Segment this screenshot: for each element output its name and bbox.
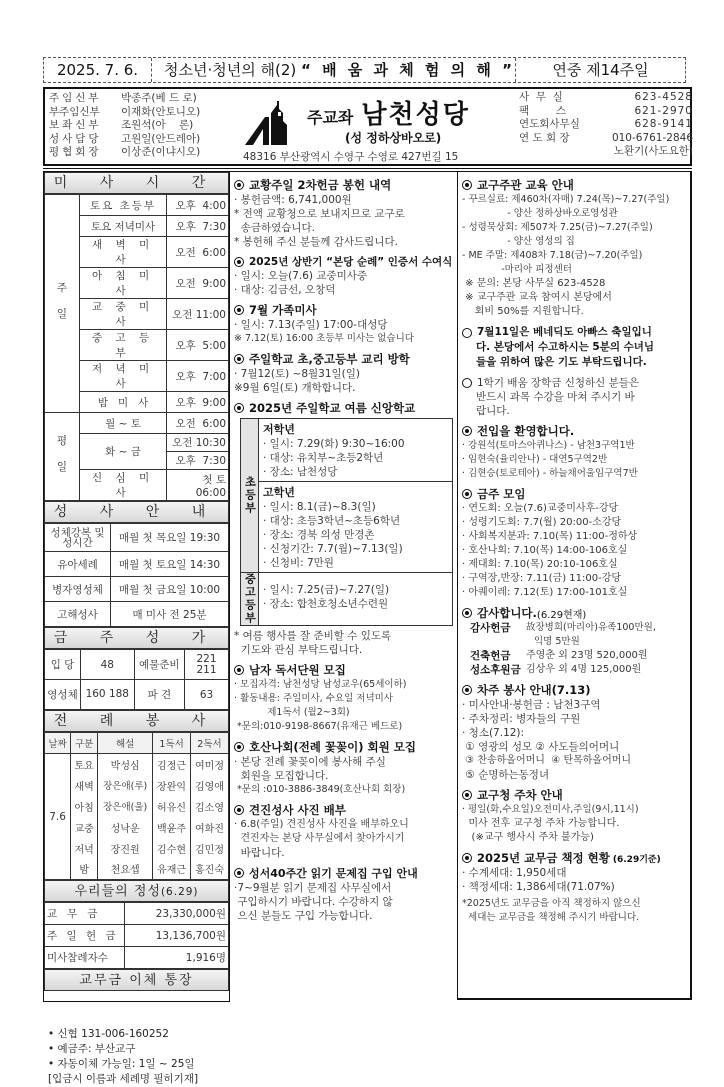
- elementary-label: 초등부: [241, 419, 259, 572]
- notice-bible-workbook: 성서40주간 읽기 문제집 구입 안내 ·7~9월분 읽기 문제집 사무실에서 구입하시기 바랍니다. 수강하지 않 으신 분들도 구입 가능합니다.: [234, 867, 418, 922]
- staff-row: 주임신부 박종주(베 드 로): [49, 92, 197, 104]
- staff-row: 평협회장 이상준(이냐시오): [49, 146, 201, 158]
- bullet-icon: [462, 608, 472, 618]
- bullet-icon: [462, 328, 472, 338]
- staff-row: 보좌신부 조원석(아 론): [49, 119, 194, 131]
- notice-summer-camp: 2025년 주일학교 여름 신앙학교: [230, 400, 457, 416]
- notice-family-mass: 7월 가족미사 · 일시: 7.13(주일) 17:00-대성당 ※ 7.12(토) 16:00 초등부 미사는 없습니다: [234, 303, 414, 344]
- liturgy-date: 7.6: [45, 754, 71, 880]
- notice-next-week-service: 차주 봉사 안내(7.13) · 미사안내·봉헌금 : 남천3구역 · 주차정리: 병자들의 구원 · 청소(7.12): ① 영광의 성모 ② 사도들의어머니 ③ 찬송하올어머니 ④ 탄목하올어머니 ⑤ 순명하는동정녀: [462, 683, 632, 781]
- liturgical-week: 연중 제14주일: [552, 61, 649, 79]
- notice-papal-offering: 교황주일 2차헌금 봉헌 내역 · 봉헌금액: 6,741,000원 * 전액 교황청으로 보내지므로 교구로 송금하였습니다. * 봉헌해 주신 분들께 감사드립니다.: [234, 178, 405, 248]
- bullet-icon: [234, 354, 244, 364]
- church-address: 48316 부산광역시 수영구 수영로 427번길 15: [243, 151, 459, 163]
- bank-holder: • 예금주: 부산교구: [48, 1043, 136, 1055]
- notice-pilgrimage: 2025년 상반기 “본당 순례” 인증서 수여식 · 일시: 오늘(7.6) 교중미사중 · 대상: 김금선, 오창덕: [234, 256, 453, 296]
- liturgy-table: 날짜 구분 해설 1독서 2독서 7.6 토요 박성심 김정근 여미정 새벽 장은애(루) 장완익 김영애 아침 장은애(울) 허유신 김소영 교중 성낙운 백윤주 여화진 저녁 장진원 김수현 김민정 밤 천요셉 유재근 홍진숙: [44, 732, 229, 880]
- offering-table: 교 무 금 23,330,000원 주 일 헌 금 13,136,700원 미사참례자수 1,916명: [44, 902, 229, 969]
- bullet-icon: [234, 403, 244, 413]
- contact-row: 노환기(사도요한): [613, 145, 693, 157]
- notice-benedict-feast: 7월11일은 베네딕도 아빠스 축일입니 다. 본당에서 수고하시는 5분의 수녀님 들을 위하여 많은 기도 부탁드립니다.: [458, 325, 690, 370]
- notice-parking: 교구청 주차 안내 · 평일(화,수요일)오전미사,주일(9시,11시) 미사 전후 교구청 주차 가능합니다. (※교구 행사시 주차 불가능): [462, 788, 639, 843]
- right-column: [458, 172, 692, 1000]
- contact-row: 연 도 회 장 010-6761-2846: [519, 131, 693, 144]
- bullet-icon: [234, 868, 244, 878]
- bank-info: [44, 991, 229, 1087]
- offering-heading: 우리들의 정성(6.29): [44, 880, 229, 902]
- staff-row: 성사담당 고원일(안드레아): [49, 132, 201, 145]
- summer-camp-table: [240, 418, 453, 626]
- header-box: [43, 87, 692, 166]
- theme-prefix: 청소년·청년의 해(2): [164, 61, 297, 79]
- bullet-icon: [234, 665, 244, 675]
- bullet-icon: [234, 305, 244, 315]
- bullet-icon: [234, 257, 244, 267]
- camp-middle-high: · 일시: 7.25(금)~7.27(일) · 장소: 합천호청소년수련원: [263, 584, 390, 610]
- bank-note: [입금시 이름과 세례명 필히기재]: [48, 1073, 199, 1085]
- contact-list: [519, 91, 693, 159]
- contact-row: 팩 스 621-2970: [519, 104, 693, 117]
- sacrament-table: 성체강복 및 성시간 매월 첫 목요일 19:30 유아세례 매월 첫 토요일 14:30 병자영성체 매월 첫 금요일 10:00 고해성사 매 미사 전 25분: [44, 523, 229, 627]
- bank-account: • 신협 131-006-160252: [48, 1028, 169, 1040]
- bullet-icon: [234, 805, 244, 815]
- bulletin-date: 2025. 7. 6.: [44, 58, 152, 82]
- bullet-icon: [462, 378, 472, 388]
- bank-heading: 교무금 이체 통장: [44, 969, 229, 991]
- theme-quote: “ 배 움 과 체 험 의 해 ”: [301, 61, 515, 79]
- hymns-table: 입 당 48 예물준비 221 211 영성체 160 188 파 견 63: [44, 649, 229, 710]
- year-theme: [152, 58, 516, 82]
- mass-times-table: 주 일 토요 초등부 오후 4:00 토요 저녁미사 오후 7:30 새 벽 미 사 오전 6:00 아 침 미 사 오전 9:00 교 중 미 사 오전 11:00 중 고 등 부 오후 5:00 저 녁 미 사 오후 7:00 밤 미 사 오후 9:00 평 일 월 ~ 토 오전 6:00 화 ~ 금 오전 10:30 오후 7:30 신 심 미 사 첫 토 06:00: [44, 194, 229, 501]
- title-bar: [43, 57, 686, 83]
- staff-list: [49, 92, 200, 160]
- left-column: [43, 172, 230, 1085]
- bullet-icon: [462, 489, 472, 499]
- bullet-icon: [462, 790, 472, 800]
- contact-row: 연도회사무실 628-9141: [519, 118, 693, 130]
- bullet-icon: [462, 180, 472, 190]
- sacrament-heading: 성 사 안 내: [44, 501, 229, 523]
- notice-flower-recruit: 호산나회(전례 꽃꽂이) 회원 모집 · 본당 전례 꽃꽂이에 봉사해 주실 회원을 모집합니다. *문의 :010-3886-3849(호산나회 회장): [234, 740, 416, 795]
- middle-high-label: 중고등부: [241, 573, 259, 625]
- notice-diocese-education: 교구주관 교육 안내 - 꾸르실료: 제460차(자매) 7.24(목)~7.27(주일) - 양산 정하상바오로영성관 - 성령묵상회: 제507차 7.25(금)~7.27(주일) - 양산 영성의 집 - ME 주말: 제408차 7.18(금)~7.20(주일) -마리아 피정센터 ※ 문의: 본당 사무실 623-4528 ※ 교구주관 교육 참여시 본당에서 회비 50%를 지원합니다.: [462, 178, 670, 317]
- bullet-icon: [462, 426, 472, 436]
- notice-dues-status: 2025년 교무금 책정 현황 (6.29기준) · 수계세대: 1,950세대 · 책정세대: 1,386세대(71.07%) *2025년도 교무금을 아직 책정하지 않으신 세대는 교무금을 책정해 주시기 바랍니다.: [462, 851, 661, 923]
- church-logo-icon: [243, 99, 293, 147]
- church-patron: (성 정하상바오로): [345, 131, 442, 145]
- notice-lector-recruit: 남자 독서단원 모집 · 모집자격: 남천성당 남성교우(65세이하) · 활동내용: 주일미사, 수요일 저녁미사 제1독서 (월2~3회) *문의:010-9198-8667(유재근 베드로): [234, 663, 407, 732]
- camp-upper-grades: 고학년 · 일시: 8.1(금)~8.3(일) · 대상: 초등3학년~초등6학년 · 장소: 경북 의성 만경촌 · 신청기간: 7.7(월)~7.13(일) · 신청비: 7만원: [263, 486, 403, 569]
- sunday-label: 주 일: [45, 195, 80, 413]
- weekday-label: 평 일: [45, 413, 80, 501]
- notice-school-vacation: 주일학교 초,중고등부 교리 방학 · 7월12(토) ~8월31일(일) ※9월 6일(토) 개학합니다.: [234, 352, 410, 394]
- middle-column: 교황주일 2차헌금 봉헌 내역 · 봉헌금액: 6,741,000원 * 전액 교황청으로 보내지므로 교구로 송금하였습니다. * 봉헌해 주신 분들께 감사드립니다. 2025년 상반기 “본당 순례” 인증서 수여식 · 일시: 오늘(7.6) 교중미사중 · 대상: 김금선, 오창덕 7월 가족미사 · 일시: 7.13(주일) 17:00-대성당 ※ 7.12(토) 16:00 초등부 미사는 없습니다 주일학교 초,중고등부 교리 방학 · 7월12(토) ~8월31일(일) ※9월 6일(토) 개학합니다. 2025년 주일학교 여름 신앙학교 초등부 저학년 · 일시: 7.29(화) 9:30~16:00 · 대상: 유치부~초등2학년 · 장소: 남천성당 고학년 · 일시: 8.1(금)~8.3(일) · 대상: 초등3학년~초등6학년 · 장소: 경북 의성 만경촌 · 신청기간: 7.7(월)~7.13(일) · 신청비: 7만원 중고등부 · 일시: 7.25(금)~7.27(일) · 장소: 합천호청소년수련원 * 여름 행사를 잘 준비할 수 있도록 기도와 관심 부탁드립니다. 남자 독서단원 모집 · 모집자격: 남천성당 남성교우(65세이하) · 활동내용: 주일미사, 수요일 저녁미사 제1독서 (월2~3회) *문의:010-9198-8667(유재근 베드로) 호산나회(전례 꽃꽂이) 회원 모집 · 본당 전례 꽃꽂이에 봉사해 주실 회원을 모집합니다. *문의 :010-3886-3849(호산나회 회장) 견진성사 사진 배부 · 6.8(주일) 견진성사 사진을 배부하오니 견진자는 본당 사무실에서 찾아가시기 바랍니다. 성서40주간 읽기 문제집 구입 안내 ·7~9월분 읽기 문제집 사무실에서 구입하시기 바랍니다. 수강하지 않 으신 분들도 구입 가능합니다.: [230, 172, 458, 1000]
- bullet-icon: [462, 853, 472, 863]
- liturgy-heading: 전 례 봉 사: [44, 710, 229, 732]
- bullet-icon: [462, 685, 472, 695]
- mass-times-heading: 미 사 시 간: [44, 172, 229, 194]
- notice-scholarship: 1학기 배움 장학금 신청하신 분들은 반드시 과목 수강을 마쳐 주시기 바 랍니다.: [458, 376, 690, 418]
- contact-row: 사 무 실 623-4528: [519, 91, 693, 103]
- hymns-heading: 금 주 성 가: [44, 627, 229, 649]
- notice-confirmation-photo: 견진성사 사진 배부 · 6.8(주일) 견진성사 사진을 배부하오니 견진자는 본당 사무실에서 찾아가시기 바랍니다.: [234, 803, 409, 859]
- bullet-icon: [234, 180, 244, 190]
- bank-transfer-days: • 자동이체 가능일: 1일 ~ 25일: [48, 1058, 195, 1070]
- notice-thanks: 감사합니다. (6.29현재) 감사헌금 故장병희(마리아)유족100만원, 익명 5만원 건축헌금 주영춘 외 23명 520,000원 성소후원금 김상우 외 4명 125,000원: [458, 605, 690, 677]
- notice-welcome: 전입을 환영합니다. · 강원석(토마스아퀴나스) - 남천3구역1반 · 임현숙(율리안나) - 대연5구역2반 · 김현승(토로테아) - 하늘채어울임구역7반: [462, 424, 638, 479]
- bullet-icon: [234, 742, 244, 752]
- camp-lower-grades: 저학년 · 일시: 7.29(화) 9:30~16:00 · 대상: 유치부~초등2학년 · 장소: 남천성당: [259, 419, 452, 482]
- church-name: 주교좌 남천성당: [307, 100, 470, 130]
- staff-row: 부주임신부 이재화(안토니오): [49, 105, 201, 118]
- notice-weekly-meetings: 금주 모임 · 연도회: 오늘(7.6)교중미사후-강당 · 성령기도회: 7.7(월) 20:00-소강당 · 사회복지분과: 7.10(목) 11:00-정하상 · 호산나회: 7.10(목) 14:00-106호실 · 제대회: 7.10(목) 20:10-106호실 · 구역장,반장: 7.11(금) 11:00-강당 · 아퀘이레: 7.12(토) 17:00-101호실: [462, 487, 638, 598]
